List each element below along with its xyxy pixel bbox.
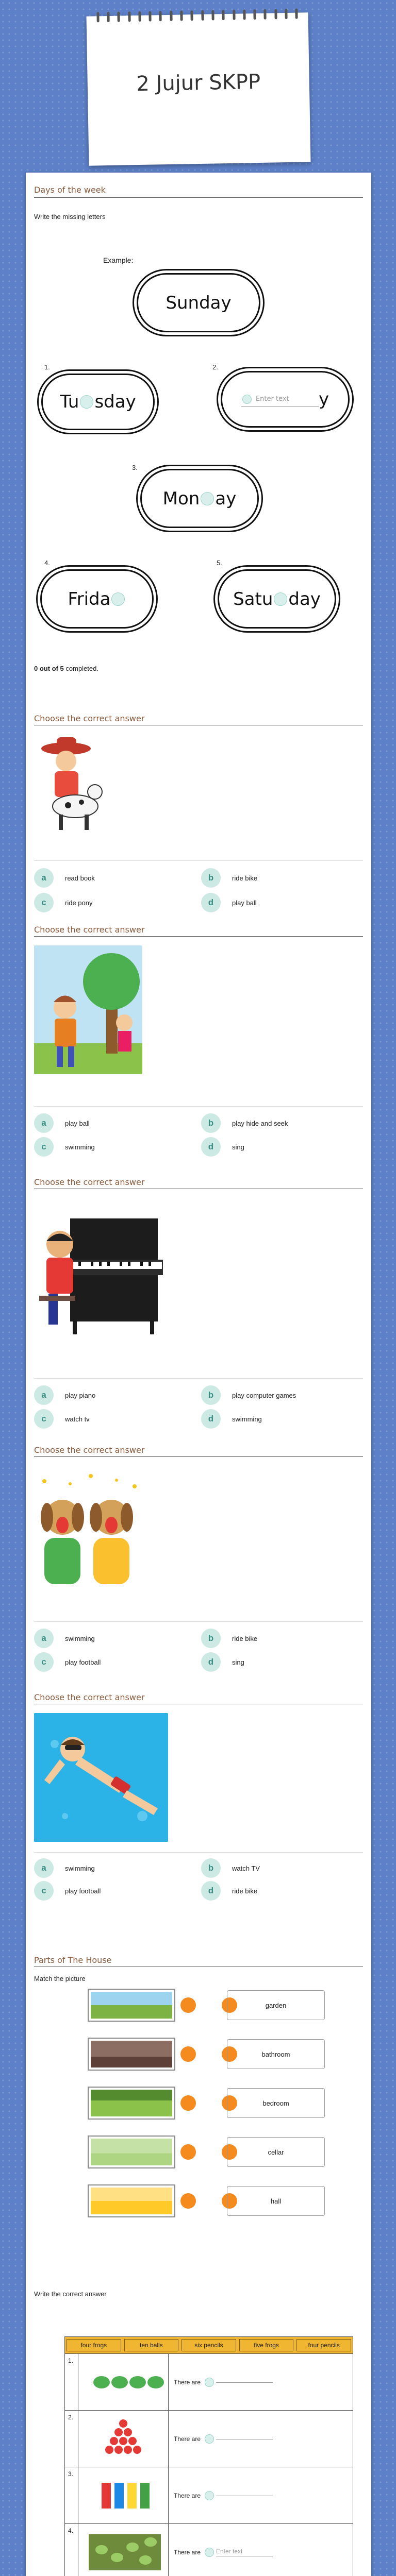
answer-option[interactable]: a swimming	[34, 1858, 95, 1878]
table-row: 2. There are	[65, 2410, 353, 2467]
answer-option[interactable]: b ride bike	[201, 868, 257, 888]
section-title: Days of the week	[34, 185, 106, 195]
match-picture-garden[interactable]	[88, 1989, 175, 2022]
divider	[34, 197, 363, 198]
word-bank	[65, 2337, 353, 2353]
answer-option[interactable]: d play ball	[201, 893, 257, 912]
answer-option[interactable]: b play computer games	[201, 1385, 296, 1405]
item-number: 4.	[44, 559, 50, 567]
day-cloud-2: Enter text y	[221, 371, 350, 428]
answer-option[interactable]: d ride bike	[201, 1881, 257, 1901]
answer-option[interactable]: d swimming	[201, 1409, 262, 1429]
match-word[interactable]: hall	[227, 2186, 325, 2216]
answer-option[interactable]: a swimming	[34, 1629, 95, 1648]
score-text: 0 out of 5 completed.	[34, 665, 98, 672]
section-title: Choose the correct answer	[34, 714, 145, 723]
word-bank-item[interactable]: four pencils	[296, 2339, 351, 2351]
answer-option[interactable]: d sing	[201, 1652, 244, 1672]
section-quiz-2	[26, 914, 371, 1162]
table-row: 4. There are Enter text	[65, 2523, 353, 2576]
instruction: Write the correct answer	[34, 2290, 107, 2298]
answer-input[interactable]	[205, 2491, 214, 2500]
answer-option[interactable]: a read book	[34, 868, 95, 888]
section-house	[26, 1945, 371, 2213]
answer-option[interactable]: c swimming	[34, 1137, 95, 1157]
cowboy-picture	[34, 734, 111, 832]
word-bank-item[interactable]: six pencils	[182, 2339, 236, 2351]
match-picture-bedroom[interactable]	[88, 2038, 175, 2071]
answer-option[interactable]: c ride pony	[34, 893, 92, 912]
word-bank-item[interactable]: ten balls	[124, 2339, 179, 2351]
day-cloud-5: Satu day	[218, 569, 336, 629]
letter-input[interactable]	[201, 492, 214, 505]
section-quiz-4	[26, 1430, 371, 1677]
match-picture-garden-2[interactable]	[88, 2087, 175, 2120]
letter-input[interactable]	[274, 592, 287, 606]
hide-and-seek-picture	[34, 945, 142, 1074]
divider	[34, 936, 363, 937]
frogs-image	[78, 2524, 169, 2576]
section-days	[26, 173, 371, 698]
divider	[34, 1456, 363, 1457]
section-quiz-3	[26, 1162, 371, 1430]
notebook-spiral	[86, 8, 308, 23]
section-title: Choose the correct answer	[34, 1445, 145, 1455]
answer-option[interactable]: b play hide and seek	[201, 1113, 288, 1133]
word-bank-item[interactable]: five frogs	[239, 2339, 294, 2351]
answer-option[interactable]: c watch tv	[34, 1409, 90, 1429]
item-number: 1.	[44, 363, 50, 371]
table-row: 1. There are	[65, 2353, 353, 2410]
match-word[interactable]: bathroom	[227, 2039, 325, 2069]
item-number: 3.	[132, 464, 138, 471]
letter-input[interactable]	[80, 395, 93, 409]
day-cloud-4: Frida	[40, 569, 154, 629]
answer-option[interactable]: b watch TV	[201, 1858, 260, 1878]
match-word[interactable]: cellar	[227, 2137, 325, 2167]
pencils-image	[78, 2467, 169, 2523]
example-cloud	[137, 273, 260, 332]
balls-image	[78, 2411, 169, 2467]
example-label: Example:	[103, 256, 134, 264]
match-handle[interactable]	[180, 2046, 196, 2062]
letter-input[interactable]: Enter text	[241, 392, 319, 407]
answer-option[interactable]: d sing	[201, 1137, 244, 1157]
word-bank-item[interactable]: four frogs	[67, 2339, 121, 2351]
instruction: Match the picture	[34, 1975, 86, 1982]
match-handle[interactable]	[180, 2193, 196, 2209]
day-cloud-1: Tu sday	[41, 374, 155, 430]
match-handle[interactable]	[180, 2144, 196, 2160]
answer-input[interactable]	[205, 2434, 214, 2444]
answer-option[interactable]: a play ball	[34, 1113, 90, 1133]
match-handle[interactable]	[180, 1997, 196, 2013]
section-counting	[26, 2280, 371, 2576]
section-title: Parts of The House	[34, 1955, 112, 1965]
answer-option[interactable]: c play football	[34, 1652, 101, 1672]
section-title: Choose the correct answer	[34, 925, 145, 935]
worksheet-sheet	[26, 173, 371, 2576]
answer-option[interactable]: b ride bike	[201, 1629, 257, 1648]
answer-input[interactable]	[205, 2548, 214, 2557]
swimming-picture	[34, 1713, 168, 1842]
match-picture-hall[interactable]	[88, 2184, 175, 2217]
letter-input[interactable]	[111, 592, 125, 606]
answer-option[interactable]: a play piano	[34, 1385, 95, 1405]
item-number: 5.	[217, 559, 222, 567]
match-word[interactable]: bedroom	[227, 2088, 325, 2118]
answer-input[interactable]	[205, 2378, 214, 2387]
frogs-image	[78, 2354, 169, 2410]
counting-table	[64, 2336, 353, 2576]
singing-dogs-picture	[34, 1466, 147, 1605]
example-word: Sunday	[166, 292, 232, 313]
worksheet-title: 2 Jujur SKPP	[136, 70, 261, 96]
match-picture-cellar[interactable]	[88, 2136, 175, 2168]
day-cloud-3: Mon ay	[140, 469, 259, 528]
match-word[interactable]: garden	[227, 1990, 325, 2020]
section-title: Choose the correct answer	[34, 1692, 145, 1702]
piano-picture	[34, 1198, 163, 1337]
item-number: 2.	[212, 363, 218, 371]
table-row: 3. There are	[65, 2467, 353, 2523]
section-quiz-1	[26, 688, 371, 914]
section-title: Choose the correct answer	[34, 1177, 145, 1187]
title-card	[87, 12, 311, 165]
section-quiz-5	[26, 1677, 371, 1893]
answer-option[interactable]: c play football	[34, 1881, 101, 1901]
instruction: Write the missing letters	[34, 213, 106, 221]
match-handle[interactable]	[180, 2095, 196, 2111]
